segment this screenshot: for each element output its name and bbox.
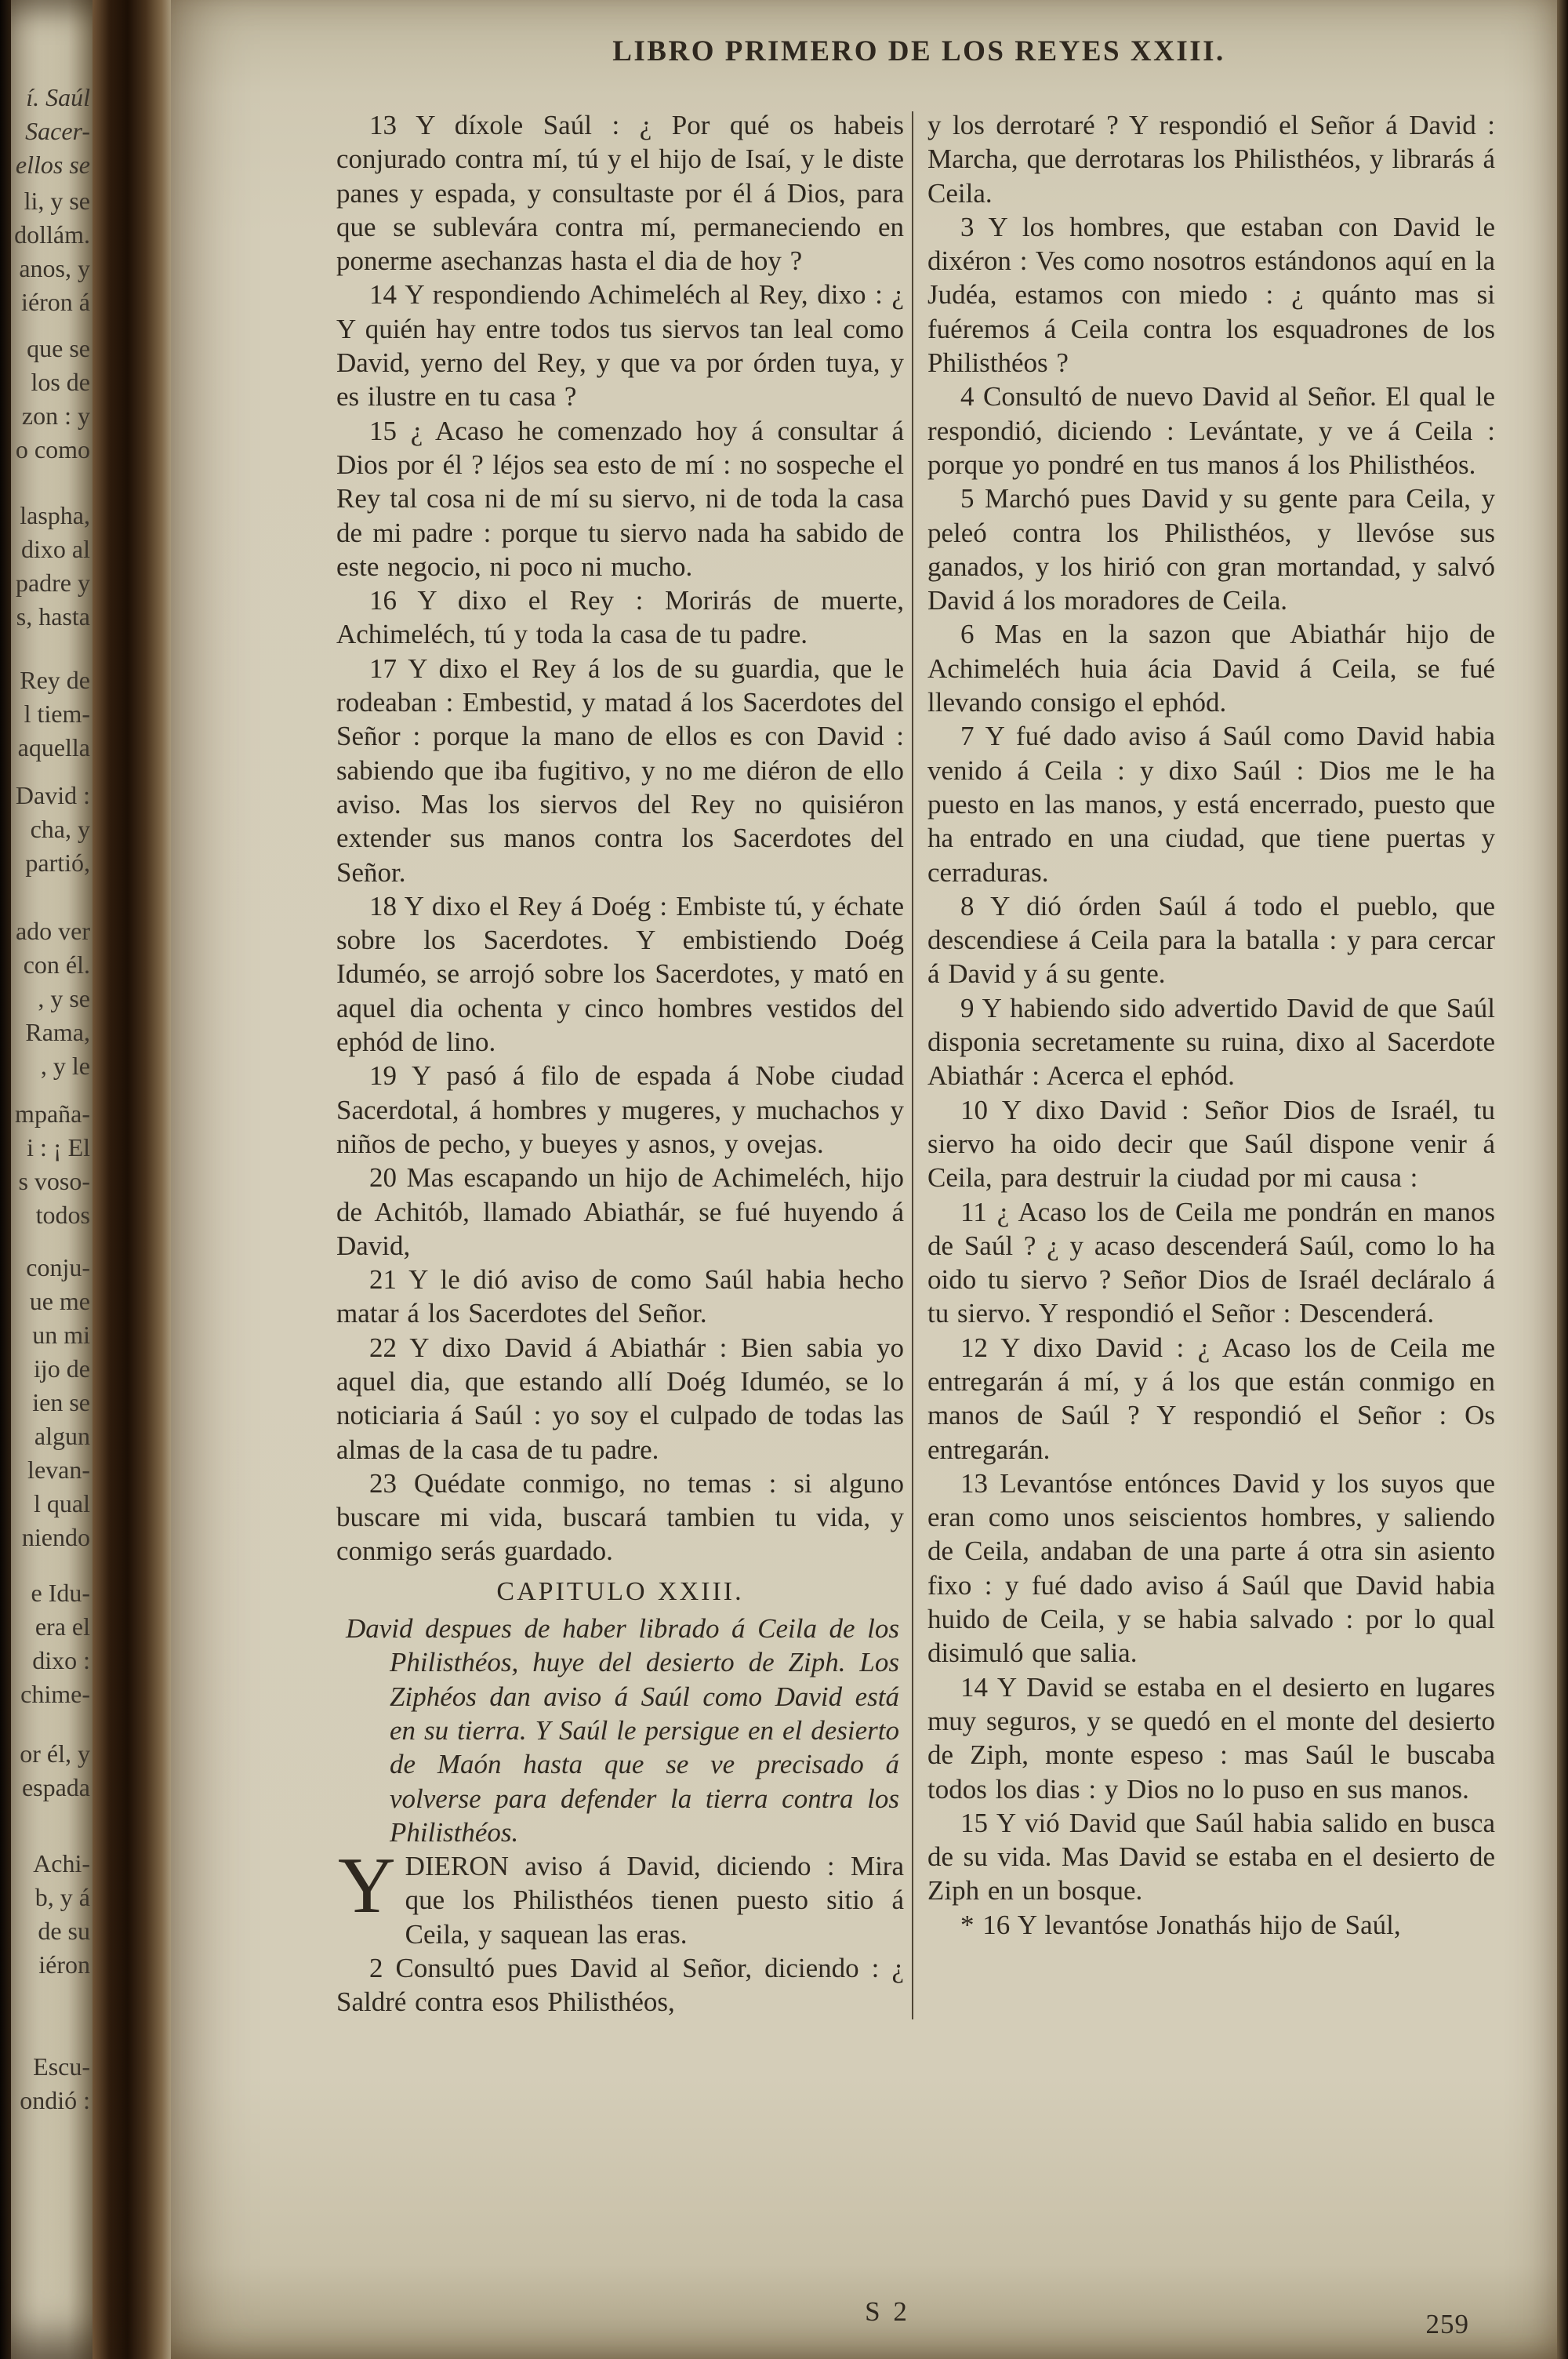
margin-fragment: l tiem- bbox=[24, 700, 90, 728]
margin-fragment: i : ¡ El bbox=[27, 1133, 90, 1161]
margin-fragment: niendo bbox=[21, 1523, 90, 1551]
verse-paragraph: 17 Y dixo el Rey á los de su guardia, que le rodeaban : Embestid, y matad á los Sacerdotes del Señor : porque la mano de ellos es con David : sabiendo que iba fugitivo, y no me diéron de ello aviso. Mas los siervos del Rey no quisiéron extender sus manos contra los Sacerdotes del Señor. bbox=[336, 652, 904, 888]
margin-fragment-group bbox=[14, 184, 90, 319]
margin-fragment: Rama, bbox=[25, 1018, 90, 1046]
chapter-heading: CAPITULO XXIII. bbox=[496, 1576, 744, 1606]
margin-fragment: Achi- bbox=[33, 1849, 90, 1877]
margin-fragment-group bbox=[20, 1737, 90, 1805]
margin-fragment: los de bbox=[31, 368, 90, 396]
margin-fragment: espada bbox=[21, 1773, 90, 1801]
verse-paragraph: 11 ¿ Acaso los de Ceila me pondrán en manos de Saúl ? ¿ y acaso descenderá Saúl, como lo ha oido tu siervo ? Señor Dios de Israél decláralo á tu siervo. Y respondió el Señor : Descenderá. bbox=[927, 1196, 1495, 1329]
margin-fragment: e Idu- bbox=[31, 1579, 90, 1607]
verse-paragraph: 10 Y dixo David : Señor Dios de Israél, tu siervo ha oido decir que Saúl dispone venir á Ceila, para destruir la ciudad por mi causa : bbox=[927, 1094, 1495, 1194]
margin-fragment: , y le bbox=[40, 1052, 90, 1080]
margin-fragment: ado ver bbox=[15, 917, 90, 945]
verse-paragraph: 15 Y vió David que Saúl habia salido en busca de su vida. Mas David se estaba en el desierto de Ziph en un bosque. bbox=[927, 1807, 1495, 1906]
margin-fragment: que se bbox=[27, 334, 90, 362]
margin-fragment: iéron á bbox=[21, 288, 90, 316]
margin-fragment-group bbox=[16, 499, 90, 634]
margin-fragment-group bbox=[33, 1847, 90, 1982]
verse-paragraph: 23 Quédate conmigo, no temas : si alguno buscare mi vida, buscará tambien tu vida, y conmigo serás guardado. bbox=[336, 1467, 904, 1567]
verse-paragraph: 18 Y dixo el Rey á Doég : Embiste tú, y échate sobre los Sacerdotes. Y embistiendo Doég Iduméo, se arrojó sobre los Sacerdotes, y mató en aquel dia ochenta y cinco hombres vestidos del ephód de lino. bbox=[336, 890, 904, 1058]
margin-fragment: anos, y bbox=[19, 254, 90, 282]
verse-paragraph: 9 Y habiendo sido advertido David de que Saúl disponia secretamente su ruina, dixo al Sacerdote Abiathár : Acerca el ephód. bbox=[927, 992, 1495, 1092]
dropcap-initial: Y bbox=[338, 1841, 396, 1931]
verse-paragraph: 21 Y le dió aviso de como Saúl habia hecho matar á los Sacerdotes del Señor. bbox=[336, 1264, 904, 1329]
margin-fragment: ien se bbox=[32, 1388, 90, 1416]
margin-fragment: padre y bbox=[15, 569, 90, 597]
verse-paragraph: 13 Y díxole Saúl : ¿ Por qué os habeis conjurado contra mí, tú y el hijo de Isaí, y le diste panes y espada, y consultaste por él á Dios, para que se sublevára contra mí, permaneciendo en ponerme asechanzas hasta el dia de hoy ? bbox=[336, 110, 904, 277]
margin-fragment: con él. bbox=[23, 951, 90, 979]
verse-paragraph: * 16 Y levantóse Jonathás hijo de Saúl, bbox=[960, 1909, 1401, 1940]
margin-fragment: , y se bbox=[38, 984, 90, 1012]
margin-fragment: í. Saúl bbox=[26, 83, 90, 111]
margin-fragment-group bbox=[16, 779, 90, 880]
margin-fragment-group bbox=[16, 81, 90, 182]
margin-fragment: levan- bbox=[27, 1456, 90, 1484]
margin-fragment: iéron bbox=[38, 1950, 90, 1979]
verse-paragraph: 3 Y los hombres, que estaban con David le dixéron : Ves como nosotros estándonos aquí en la Judéa, estamos con miedo : ¿ quánto mas si fuéremos á Ceila contra los esquadrones de los Philisthéos ? bbox=[927, 211, 1495, 379]
margin-fragment: ue me bbox=[29, 1287, 90, 1315]
margin-fragment-group bbox=[16, 914, 90, 1083]
margin-fragment: Escu- bbox=[33, 2052, 90, 2081]
margin-fragment: dollám. bbox=[14, 220, 90, 249]
margin-fragment-group bbox=[18, 663, 90, 765]
signature-mark: S 2 bbox=[865, 2296, 910, 2327]
margin-fragment: ondió : bbox=[20, 2086, 90, 2114]
margin-fragment: l qual bbox=[34, 1489, 90, 1518]
verse-paragraph: 14 Y respondiendo Achimeléch al Rey, dixo : ¿ Y quién hay entre todos tus siervos tan leal como David, yerno del Rey, y que va por órden tuya, y es ilustre en tu casa ? bbox=[336, 279, 904, 413]
page-number: 259 bbox=[1425, 2309, 1469, 2339]
margin-fragment: aquella bbox=[17, 733, 90, 761]
margin-fragment: chime- bbox=[20, 1680, 90, 1708]
margin-fragment: un mi bbox=[32, 1321, 90, 1349]
margin-fragment: zon : y bbox=[21, 402, 90, 430]
verse-paragraph: 4 Consultó de nuevo David al Señor. El qual le respondió, diciendo : Levántate, y ve á Ceila : porque yo pondré en tus manos á los Philisthéos. bbox=[927, 381, 1495, 480]
verse-paragraph: 8 Y dió órden Saúl á todo el pueblo, que descendiese á Ceila para la batalla : y para cercar á David y á su gente. bbox=[927, 890, 1495, 990]
verse-paragraph: 6 Mas en la sazon que Abiathár hijo de Achimeléch huia ácia David á Ceila, se fué llevando consigo el ephód. bbox=[927, 619, 1495, 718]
margin-fragment: b, y á bbox=[34, 1883, 90, 1911]
verse-continuation: y los derrotaré ? Y respondió el Señor á David : Marcha, que derrotaras los Philisthéos, y librarás á Ceila. bbox=[927, 110, 1495, 209]
margin-fragment: mpaña- bbox=[15, 1100, 90, 1128]
margin-fragment-group bbox=[22, 1251, 90, 1554]
margin-fragment: s, hasta bbox=[16, 602, 90, 631]
margin-fragment: dixo al bbox=[21, 535, 90, 563]
verse-paragraph: 12 Y dixo David : ¿ Acaso los de Ceila me entregarán á mí, y á los que están conmigo en manos de Saúl ? Y respondió el Señor : Os entregarán. bbox=[927, 1332, 1495, 1465]
margin-fragment: algun bbox=[34, 1422, 90, 1450]
running-title: LIBRO PRIMERO DE LOS REYES XXIII. bbox=[612, 35, 1225, 67]
margin-fragment-group bbox=[15, 1097, 90, 1232]
previous-page-edge bbox=[11, 0, 93, 2359]
opening-verse bbox=[336, 1841, 904, 1951]
margin-fragment: s voso- bbox=[18, 1167, 90, 1195]
verse-paragraph: 5 Marchó pues David y su gente para Ceila, y peleó contra los Philisthéos, y llevóse sus ganados, y los hirió con gran mortandad, y salvó David á los moradores de Ceila. bbox=[927, 483, 1495, 616]
margin-fragment: Sacer- bbox=[25, 117, 90, 145]
margin-fragment: cha, y bbox=[30, 815, 90, 843]
verse-paragraph: 19 Y pasó á filo de espada á Nobe ciudad Sacerdotal, á hombres y mugeres, y muchachos y niños de pecho, y bueyes y asnos, y ovejas. bbox=[336, 1060, 904, 1159]
binding-gutter bbox=[93, 0, 171, 2359]
margin-fragment: David : bbox=[15, 781, 90, 809]
chapter-summary: David despues de haber librado á Ceila de los Philisthéos, huye del desierto de Ziph. Los Ziphéos dan aviso á Saúl como David está en su tierra. Y Saúl le persigue en el desierto de Maón hasta que se ve precisado á volverse para defender la tierra contra los Philisthéos. bbox=[346, 1613, 899, 1848]
margin-fragment: or él, y bbox=[20, 1739, 90, 1768]
margin-fragment: era el bbox=[34, 1612, 90, 1641]
column-divider bbox=[912, 111, 913, 2019]
verse-paragraph: 22 Y dixo David á Abiathár : Bien sabia yo aquel dia, que estando allí Doég Iduméo, se lo noticiaria á Saúl : yo soy el culpado de todas las almas de la casa de tu padre. bbox=[336, 1332, 904, 1465]
verse-paragraph: 7 Y fué dado aviso á Saúl como David habia venido á Ceila : y dixo Saúl : Dios me le ha puesto en las manos, y está encerrado, puesto que ha entrado en una ciudad, que tiene puertas y cerraduras. bbox=[927, 721, 1495, 888]
verse-paragraph: 16 Y dixo el Rey : Morirás de muerte, Achimeléch, tú y toda la casa de tu padre. bbox=[336, 585, 904, 650]
verse-paragraph: 20 Mas escapando un hijo de Achimeléch, hijo de Achitób, llamado Abiathár, se fué huyendo á David, bbox=[336, 1162, 904, 1261]
book-page bbox=[171, 0, 1557, 2359]
text-block bbox=[336, 108, 1501, 2019]
book-spine bbox=[0, 0, 11, 2359]
margin-fragment-group bbox=[20, 1576, 90, 1711]
margin-fragment: li, y se bbox=[24, 187, 90, 215]
right-column bbox=[927, 108, 1495, 2019]
margin-fragment-group bbox=[16, 332, 90, 467]
verse-paragraph: 13 Levantóse entónces David y los suyos que eran como unos seiscientos hombres, y saliendo de Ceila, andaban de una parte á otra sin asiento fixo : y fué dado aviso á Saúl que David habia huido de Ceila, y se habia salvado : por lo qual disimuló que salia. bbox=[927, 1467, 1495, 1669]
margin-fragment: ellos se bbox=[15, 151, 90, 179]
margin-fragment: todos bbox=[35, 1201, 90, 1229]
verse-paragraph: 14 Y David se estaba en el desierto en lugares muy seguros, y se quedó en el monte del desierto de Ziph, monte espeso : mas Saúl le buscaba todos los dias : y Dios no lo puso en sus manos. bbox=[927, 1671, 1495, 1805]
opening-verse-text: DIERON aviso á David, diciendo : Mira que los Philisthéos tienen puesto sitio á Ceila, y saquean las eras. bbox=[405, 1851, 904, 1950]
margin-fragment: Rey de bbox=[20, 666, 90, 694]
margin-fragment: partió, bbox=[25, 849, 90, 877]
margin-fragment: de su bbox=[38, 1917, 90, 1945]
verse-paragraph: 2 Consultó pues David al Señor, diciendo : ¿ Saldré contra esos Philisthéos, bbox=[336, 1953, 904, 2018]
margin-fragment: ijo de bbox=[34, 1354, 90, 1383]
margin-fragment: dixo : bbox=[32, 1646, 90, 1674]
margin-fragment: o como bbox=[15, 435, 90, 463]
margin-fragment: conju- bbox=[26, 1253, 90, 1281]
left-column bbox=[336, 108, 904, 2019]
book-edge-right bbox=[1557, 0, 1568, 2359]
verse-paragraph: 15 ¿ Acaso he comenzado hoy á consultar á Dios por él ? léjos sea esto de mí : no sospeche el Rey tal cosa ni de mí su siervo, ni de toda la casa de mi padre : porque tu siervo nada ha sabido de este negocio, ni poco ni mucho. bbox=[336, 415, 904, 582]
margin-fragment-group bbox=[20, 2050, 90, 2117]
margin-fragment: laspha, bbox=[20, 501, 90, 529]
